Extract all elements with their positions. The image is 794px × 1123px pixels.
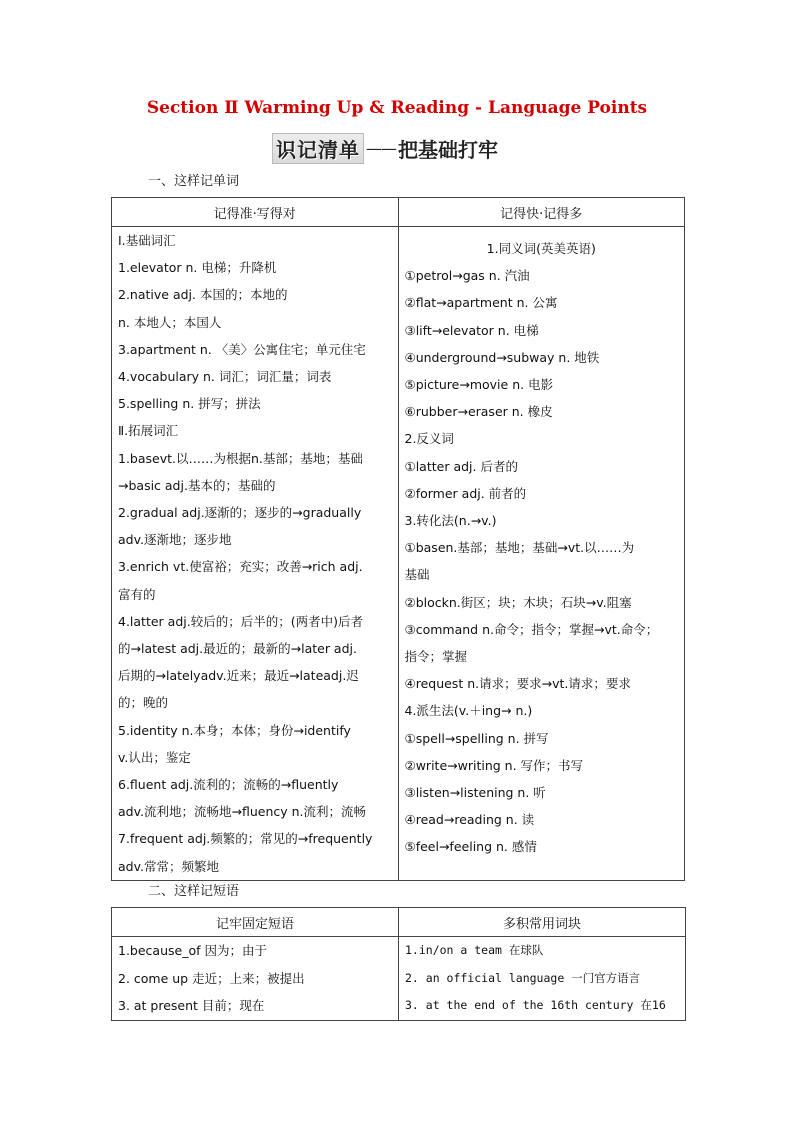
list-item: 4.latter adj.较后的；后半的；(两者中)后者 [118,613,363,629]
list-item: ④request n.请求；要求→vt.请求；要求 [404,676,631,692]
list-item: 7.frequent adj.频繁的；常见的→frequently [118,831,373,847]
phrases-table [111,907,686,1021]
list-item: Ⅰ.基础词汇 [118,233,176,248]
list-item: n. 本地人；本国人 [118,314,222,330]
list-item: ④underground→subway n. 地铁 [404,349,600,365]
list-item: 1.同义词(英美英语) [486,241,596,256]
list-item: Ⅱ.拓展词汇 [118,423,179,439]
list-item: ③command n.命令；指令；掌握→vt.命令； [404,621,659,637]
list-item: ③lift→elevator n. 电梯 [404,322,539,338]
list-item: 基础 [404,567,430,583]
list-item: ①latter adj. 后者的 [404,458,518,474]
banner-dash: —— [366,138,396,158]
list-item: ③listen→listening n. 听 [404,785,546,801]
section2-heading: 二、这样记短语 [148,884,240,899]
list-item: 3.enrich vt.使富裕；充实；改善→rich adj. [118,559,363,575]
list-item: 3.apartment n. 〈美〉公寓住宅；单元住宅 [118,341,366,357]
list-item: adv.逐渐地；逐步地 [118,532,232,548]
list-item: 5.spelling n. 拼写；拼法 [118,396,261,412]
list-item: 4.vocabulary n. 词汇；词汇量；词表 [118,369,332,385]
phrase-right-cell [399,937,686,1021]
phrase-head-right: 多积常用词块 [399,908,686,937]
list-item: ⑤picture→movie n. 电影 [404,377,554,393]
phrase-head-left: 记牢固定短语 [112,908,399,937]
table-row: 3. at the end of the 16th century 在16 [405,998,666,1012]
vocabulary-table [111,197,685,881]
list-item: 指令；掌握 [404,649,468,665]
list-item: 6.fluent adj.流利的；流畅的→fluently [118,777,339,793]
list-item: 的；晚的 [118,695,169,711]
vocab-left-cell [112,227,399,881]
list-item: ②flat→apartment n. 公寓 [404,295,558,311]
list-item: ⑥rubber→eraser n. 橡皮 [404,404,553,420]
list-item: ⑤feel→feeling n. 感情 [404,839,537,855]
list-item: adv.常常；频繁地 [118,858,219,874]
list-item: 2.gradual adj.逐渐的；逐步的→gradually [118,505,362,521]
list-item: ②former adj. 前者的 [404,485,527,501]
list-item: →basic adj.基本的；基础的 [118,477,276,493]
section1-heading: 一、这样记单词 [148,174,240,189]
table-row: 2. an official language 一门官方语言 [405,970,641,985]
section-banner [272,134,562,162]
list-item: 3.转化法(n.→v.) [404,513,497,529]
vocab-head-left: 记得准·写得对 [112,198,399,227]
list-item: ②blockn.街区；块；木块；石块→v.阻塞 [404,594,632,610]
list-item: ①spell→spelling n. 拼写 [404,730,549,746]
list-item: 4.派生法(v.＋ing→ n.) [404,703,533,719]
list-item: 2.反义词 [404,431,454,447]
list-item: 2.native adj. 本国的；本地的 [118,287,288,303]
list-item: 1.basevt.以……为根据n.基部；基地；基础 [118,450,363,466]
banner-subtitle: 把基础打牢 [398,137,498,162]
table-row: 2. come up 走近；上来；被提出 [118,970,305,986]
phrase-left-cell [112,937,399,1021]
list-item: 5.identity n.本身；本体；身份→identify [118,722,351,738]
list-item: ①petrol→gas n. 汽油 [404,268,530,284]
vocab-right-cell [398,227,685,881]
page-title: Section Ⅱ Warming Up & Reading - Language Points [146,98,648,118]
table-row: 3. at present 目前；现在 [118,998,265,1013]
table-row: 1.because_of 因为；由于 [118,943,267,958]
list-item: adv.流利地；流畅地→fluency n.流利；流畅 [118,804,367,820]
list-item: ①basen.基部；基地；基础→vt.以……为 [404,540,635,556]
list-item: 富有的 [118,586,156,602]
vocab-head-right: 记得快·记得多 [398,198,685,227]
list-item: v.认出；鉴定 [118,749,191,765]
list-item: 的→latest adj.最近的；最新的→later adj. [118,641,357,657]
table-row: 1.in/on a team 在球队 [405,943,544,957]
list-item: ②write→writing n. 写作；书写 [404,757,584,773]
banner-key: 识记清单 [272,133,364,164]
list-item: 后期的→latelyadv.近来；最近→lateadj.迟 [118,668,359,684]
list-item: ④read→reading n. 读 [404,812,535,828]
list-item: 1.elevator n. 电梯；升降机 [118,260,277,276]
